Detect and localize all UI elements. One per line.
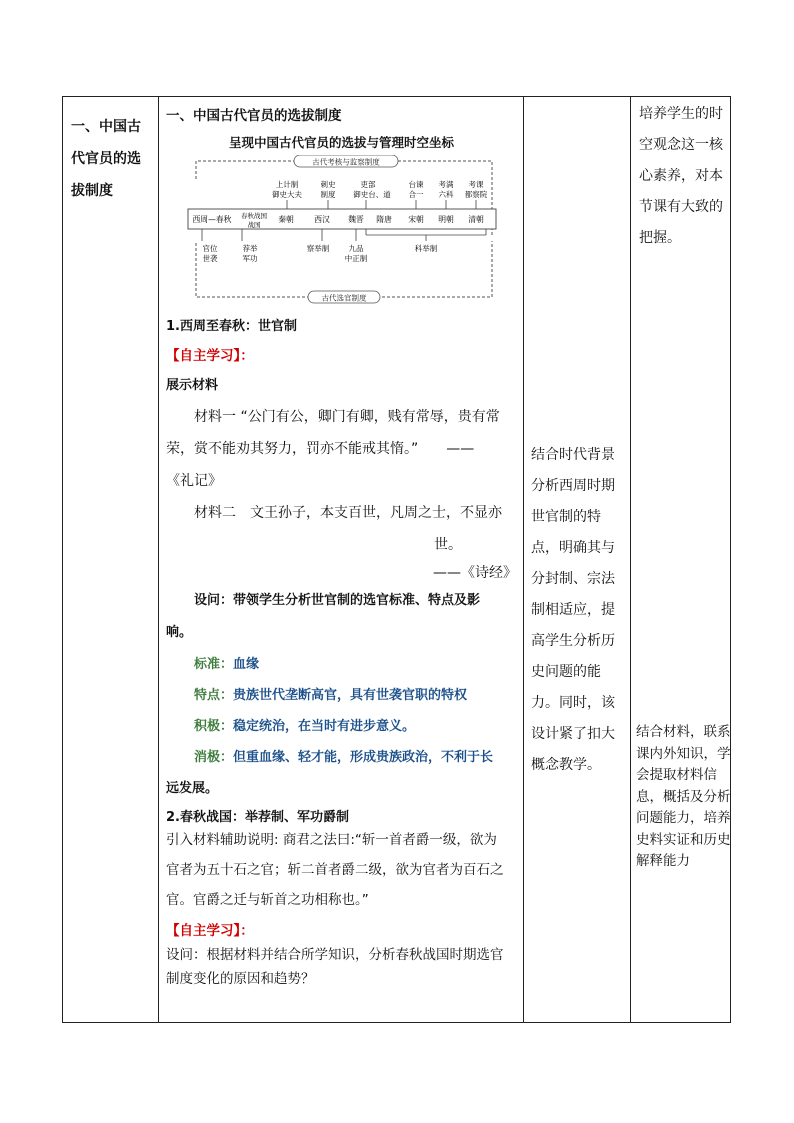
- self-study-label: 【自主学习】：: [166, 348, 254, 364]
- below-item: 荐举: [242, 244, 258, 253]
- design-intent-text: 结合时代背景分析西周时期世官制的特点，明确其与分封制、宗法制相适应，提高学生分析历史问题的能力。同时，该设计紧了扣大概念教学。: [531, 447, 615, 773]
- design-intent-cell: [524, 97, 630, 1022]
- below-item: 军功: [242, 254, 258, 263]
- goal-cell: [631, 97, 732, 1022]
- timeline-period: 宋朝: [408, 215, 424, 224]
- answer-item: 标准：血缘: [194, 657, 260, 672]
- goal-text-2: 结合材料，联系课内外知识，学会提取材料信息，概括及分析问题能力，培养史料实证和历史解释能力: [636, 724, 731, 869]
- above-item: 上计制: [275, 180, 299, 189]
- question2-cont: 制度变化的原因和趋势？: [166, 971, 315, 987]
- lesson-plan-table: [62, 96, 731, 1023]
- timeline-period: 战国: [247, 221, 261, 229]
- answer-cont: 远发展。: [166, 781, 219, 796]
- timeline-period: 隋唐: [376, 215, 392, 224]
- section-title: 一、中国古代官员的选拔制度: [166, 108, 342, 124]
- goal-text-1: 培养学生的时空观念这一核心素养，对本节课有大致的把握。: [639, 106, 723, 246]
- below-item: 九品: [348, 244, 364, 253]
- diagram-bottom-label: 古代选官制度: [321, 293, 367, 303]
- timeline-period: 魏晋: [348, 215, 364, 224]
- timeline-period: 春秋战国: [241, 212, 267, 220]
- above-item: 考满: [438, 180, 454, 189]
- timeline-period: 西汉: [314, 215, 330, 224]
- part1-title: 1.西周至春秋：世官制: [166, 319, 297, 334]
- intro-line: 官者为五十石之官；斩二首者爵二级，欲为官者为百石之: [166, 862, 504, 878]
- above-item: 御史台、道: [353, 190, 391, 199]
- below-item: 官位: [202, 244, 218, 253]
- question1-cont: 响。: [166, 625, 193, 640]
- question2: 设问：根据材料并结合所学知识，分析春秋战国时期选官: [166, 947, 504, 963]
- question1: 设问：带领学生分析世官制的选官标准、特点及影: [194, 593, 481, 608]
- above-item: 六科: [438, 190, 454, 199]
- above-item: 刺史: [320, 180, 336, 189]
- above-item: 台谏: [408, 180, 424, 189]
- diagram-title: 呈现中国古代官员的选拔与管理时空坐标: [228, 135, 454, 150]
- below-item: 察举制: [306, 244, 330, 253]
- material1-source: 《礼记》: [166, 473, 222, 489]
- intro-line: 引入材料辅助说明: 商君之法曰:“斩一首者爵一级，欲为: [166, 832, 497, 848]
- diagram-top-label: 古代考核与监察制度: [312, 157, 380, 167]
- part2-title: 2.春秋战国：举荐制、军功爵制: [166, 810, 349, 825]
- above-item: 合一: [408, 190, 424, 199]
- below-item: 科举制: [414, 244, 438, 253]
- answer-item: 特点：贵族世代垄断高官，具有世袭官职的特权: [194, 688, 468, 703]
- timeline-period: 明朝: [438, 215, 454, 224]
- above-item: 吏部: [360, 180, 376, 189]
- answer-item: 积极：稳定统治，在当时有进步意义。: [194, 719, 416, 734]
- topic-cell: [63, 97, 158, 1022]
- material2-line: 世。: [434, 537, 462, 553]
- material2-source: ——《诗经》: [433, 565, 517, 581]
- material2-line: 材料二 文王孙子，本支百世，凡周之士，不显亦: [194, 505, 502, 521]
- above-item: 考课: [468, 180, 484, 189]
- below-item: 中正制: [344, 254, 368, 263]
- material1-line: 荣，赏不能劝其努力，罚亦不能戒其惰。” ——: [166, 441, 475, 457]
- above-item: 制度: [320, 190, 336, 199]
- above-item: 御史大夫: [272, 190, 302, 199]
- timeline-period: 秦朝: [278, 215, 294, 224]
- intro-line: 官。官爵之迁与斩首之功相称也。”: [166, 892, 369, 908]
- timeline-diagram: [184, 155, 502, 305]
- below-item: 世袭: [202, 254, 218, 263]
- material1-line: 材料一 “公门有公，卿门有卿，贱有常辱，贵有常: [194, 409, 500, 425]
- timeline-period: 清朝: [468, 215, 484, 224]
- above-item: 都察院: [464, 190, 488, 199]
- self-study-label: 【自主学习】：: [166, 923, 254, 939]
- topic-heading: 一、中国古代官员的选拔制度: [71, 119, 141, 199]
- timeline-period: 西周—春秋: [192, 215, 232, 224]
- answer-item: 消极：但重血缘、轻才能，形成贵族政治，不利于长: [194, 750, 494, 765]
- show-material-label: 展示材料: [166, 378, 219, 393]
- content-cell: [159, 97, 523, 1022]
